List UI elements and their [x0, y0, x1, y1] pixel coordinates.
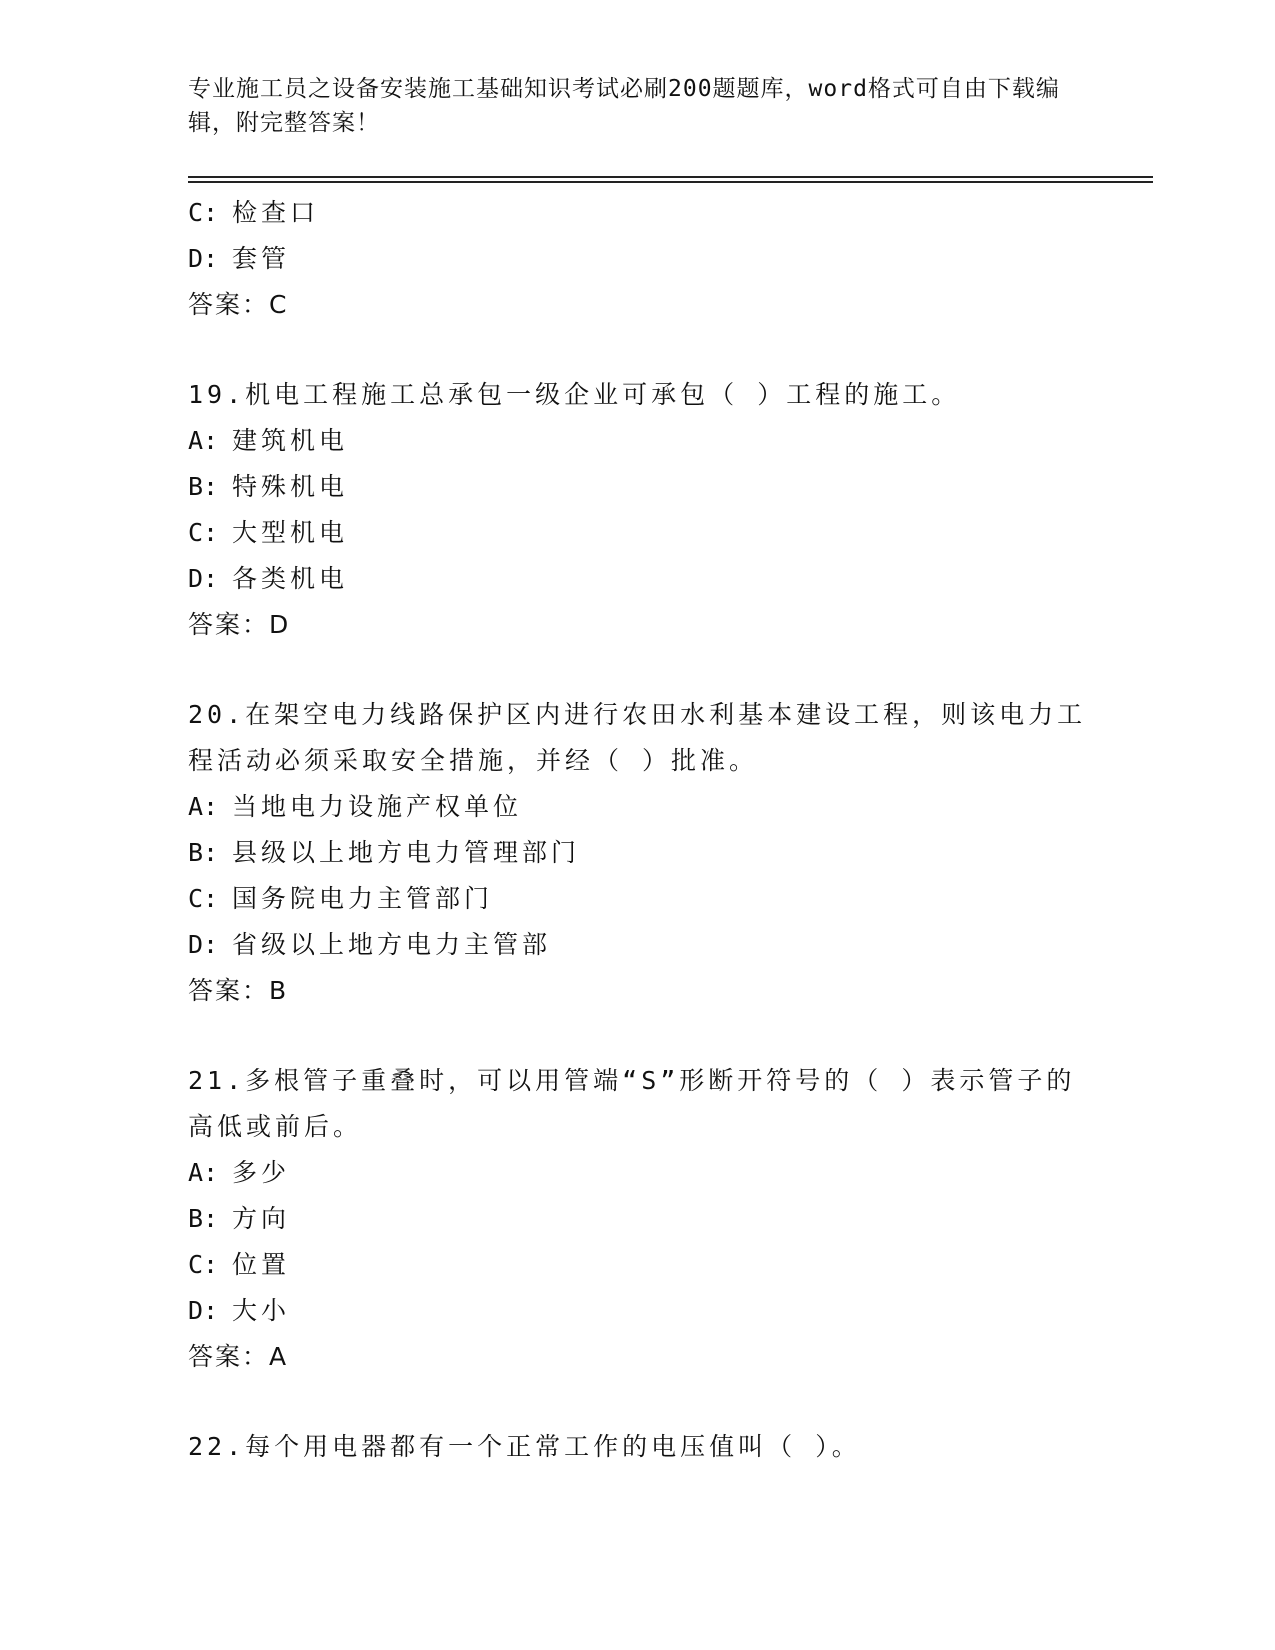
option-d — [188, 1288, 1093, 1334]
question-block-21 — [188, 1058, 1093, 1380]
option-letter: D: — [188, 244, 219, 273]
option-letter: B: — [188, 472, 219, 501]
option-text: 县级以上地方电力管理部门 — [232, 838, 581, 867]
answer-value: A — [269, 1342, 289, 1371]
option-a — [188, 784, 1093, 830]
answer-line — [188, 282, 1093, 328]
question-text: 19.机电工程施工总承包一级企业可承包（ ）工程的施工。 — [188, 380, 961, 409]
answer-value: D — [269, 610, 291, 639]
option-text: 位置 — [232, 1250, 291, 1279]
answer-line — [188, 1334, 1093, 1380]
question-text: 21.多根管子重叠时，可以用管端“S”形断开符号的（ ）表示管子的高低或前后。 — [188, 1066, 1076, 1141]
option-letter: B: — [188, 838, 219, 867]
option-text: 国务院电力主管部门 — [232, 884, 494, 913]
answer-value: C — [269, 290, 289, 319]
option-text: 多少 — [232, 1158, 291, 1187]
option-letter: D: — [188, 1296, 219, 1325]
option-text: 各类机电 — [232, 564, 349, 593]
option-d — [188, 236, 1093, 282]
option-letter: C: — [188, 198, 219, 227]
answer-label: 答案： — [188, 976, 270, 1005]
option-text: 大小 — [232, 1296, 291, 1325]
option-text: 检查口 — [232, 198, 320, 227]
question-block-20 — [188, 692, 1093, 1014]
question-text: 20.在架空电力线路保护区内进行农田水利基本建设工程，则该电力工程活动必须采取安全措施，并经（ ）批准。 — [188, 700, 1087, 775]
option-b — [188, 464, 1093, 510]
option-b — [188, 1196, 1093, 1242]
option-letter: B: — [188, 1204, 219, 1233]
option-text: 省级以上地方电力主管部 — [232, 930, 552, 959]
option-text: 大型机电 — [232, 518, 349, 547]
option-letter: A: — [188, 792, 219, 821]
option-c — [188, 510, 1093, 556]
answer-line — [188, 602, 1093, 648]
option-text: 当地电力设施产权单位 — [232, 792, 523, 821]
question-block-18 — [188, 190, 1093, 328]
answer-label: 答案： — [188, 1342, 270, 1371]
option-c — [188, 1242, 1093, 1288]
answer-line — [188, 968, 1093, 1014]
question-block-19 — [188, 372, 1093, 648]
option-c — [188, 190, 1093, 236]
answer-label: 答案： — [188, 290, 270, 319]
option-letter: D: — [188, 930, 219, 959]
option-letter: C: — [188, 518, 219, 547]
option-text: 套管 — [232, 244, 291, 273]
option-a — [188, 1150, 1093, 1196]
answer-label: 答案： — [188, 610, 270, 639]
option-letter: A: — [188, 1158, 219, 1187]
option-letter: C: — [188, 1250, 219, 1279]
document-header: 专业施工员之设备安装施工基础知识考试必刷200题题库，word格式可自由下载编辑，附完整答案！ — [188, 76, 1060, 136]
answer-value: B — [269, 976, 289, 1005]
option-d — [188, 922, 1093, 968]
option-letter: C: — [188, 884, 219, 913]
option-text: 建筑机电 — [232, 426, 349, 455]
header-rule-top — [188, 176, 1153, 178]
option-c — [188, 876, 1093, 922]
question-list — [188, 190, 1093, 1470]
option-text: 方向 — [232, 1204, 291, 1233]
option-b — [188, 830, 1093, 876]
header-rule-bottom — [188, 181, 1153, 183]
option-letter: A: — [188, 426, 219, 455]
question-text: 22.每个用电器都有一个正常工作的电压值叫（ ）。 — [188, 1432, 861, 1461]
question-block-22 — [188, 1424, 1093, 1470]
option-text: 特殊机电 — [232, 472, 349, 501]
option-letter: D: — [188, 564, 219, 593]
option-d — [188, 556, 1093, 602]
option-a — [188, 418, 1093, 464]
